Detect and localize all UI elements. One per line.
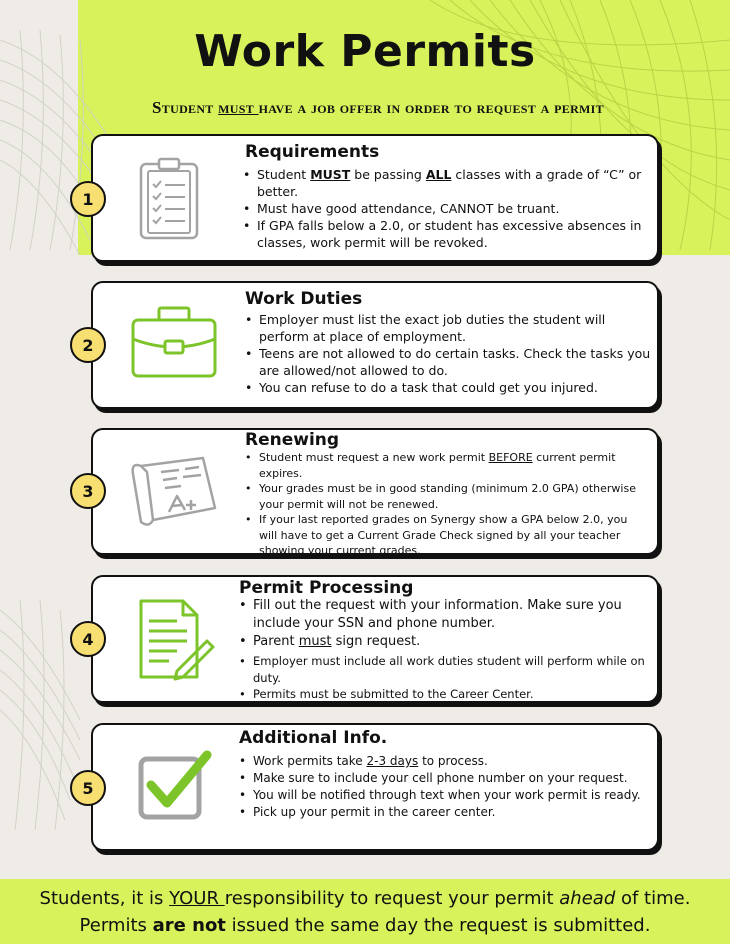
clipboard-checklist-icon	[135, 156, 205, 242]
list-item: • Employer must list the exact job duties the student will perform at place of employment.	[245, 311, 655, 345]
list-item: • Student must request a new work permit BEFORE current permit expires.	[245, 450, 645, 481]
section-additional-info	[91, 723, 659, 851]
list-item: • If your last reported grades on Synergy show a GPA below 2.0, you will have to get a Current Grade Check signed by all your teacher showing your current grades.	[245, 512, 645, 559]
list-item: • Work permits take 2-3 days to process.	[239, 753, 659, 770]
section-renewing	[91, 428, 659, 555]
section-number-badge: 1	[70, 181, 106, 217]
section-heading: Permit Processing	[239, 578, 414, 598]
report-card-icon	[127, 452, 223, 532]
section-requirements	[91, 134, 659, 262]
section-number-badge: 4	[70, 621, 106, 657]
section-work-duties	[91, 281, 659, 409]
section-permit-processing	[91, 575, 659, 703]
section-list	[239, 597, 659, 703]
list-item: • Fill out the request with your information. Make sure you include your SSN and phone number.	[239, 597, 659, 633]
list-item: • Make sure to include your cell phone number on your request.	[239, 770, 659, 787]
list-item: • Must have good attendance, CANNOT be truant.	[243, 200, 653, 217]
section-list	[245, 450, 645, 559]
list-item: • You will be notified through text when your work permit is ready.	[239, 787, 659, 804]
list-item: • Student MUST be passing ALL classes with a grade of “C” or better.	[243, 166, 653, 200]
section-number-badge: 5	[70, 770, 106, 806]
section-list	[239, 753, 659, 821]
page-title: Work Permits	[194, 26, 536, 77]
section-list	[245, 311, 655, 396]
list-item: • Teens are not allowed to do certain tasks. Check the tasks you are allowed/not allowed to do.	[245, 345, 655, 379]
list-item: • If GPA falls below a 2.0, or student has excessive absences in classes, work permit will be revoked.	[243, 217, 653, 251]
briefcase-icon	[129, 305, 219, 381]
section-heading: Renewing	[245, 430, 340, 450]
list-item: • Employer must include all work duties student will perform while on duty.	[239, 653, 659, 686]
document-pencil-icon	[137, 597, 217, 681]
section-list	[243, 166, 653, 251]
footer-notice	[0, 879, 730, 944]
page-subtitle: Student must have a job offer in order to request a permit	[152, 98, 604, 117]
list-item: • Pick up your permit in the career center.	[239, 804, 659, 821]
list-item: • You can refuse to do a task that could get you injured.	[245, 379, 655, 396]
footer-line-1: Students, it is YOUR responsibility to request your permit ahead of time.	[39, 888, 691, 909]
list-item: • Your grades must be in good standing (minimum 2.0 GPA) otherwise your permit will not be renewed.	[245, 481, 645, 512]
footer-line-2: Permits are not issued the same day the request is submitted.	[79, 915, 651, 936]
checkbox-checkmark-icon	[137, 749, 217, 821]
section-number-badge: 2	[70, 327, 106, 363]
section-number-badge: 3	[70, 473, 106, 509]
section-heading: Work Duties	[245, 289, 363, 309]
list-item: • Permits must be submitted to the Career Center.	[239, 686, 659, 703]
section-heading: Requirements	[245, 142, 380, 162]
list-item: • Parent must sign request.	[239, 633, 659, 651]
section-heading: Additional Info.	[239, 728, 388, 748]
